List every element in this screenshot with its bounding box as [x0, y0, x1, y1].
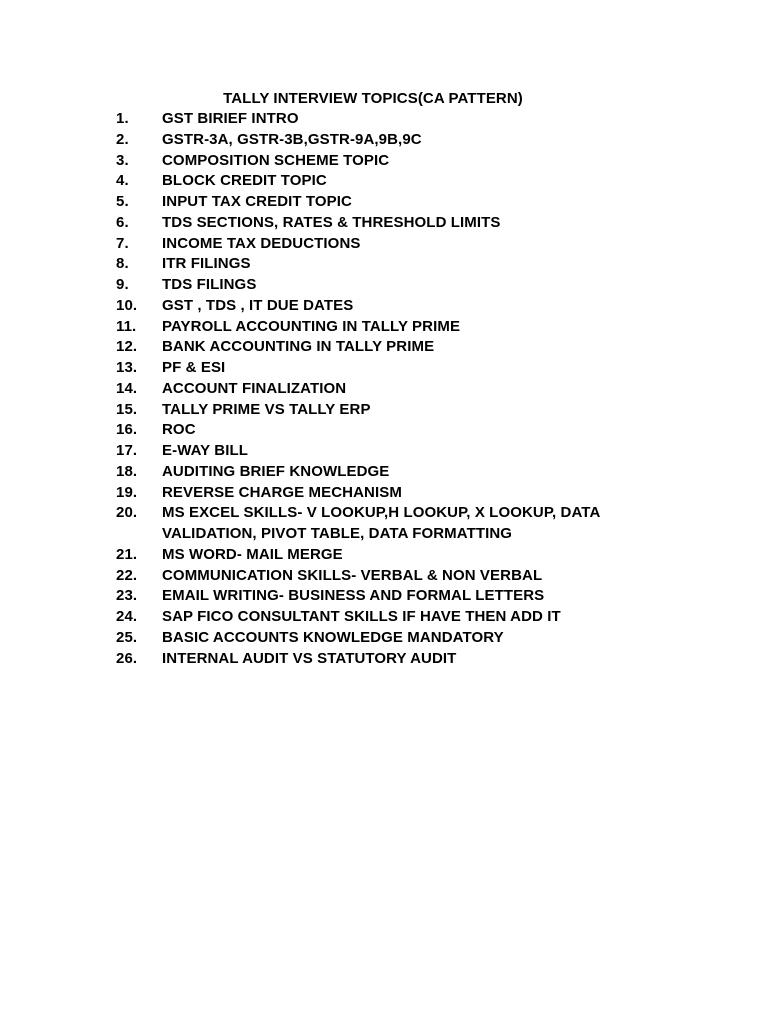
topic-text: REVERSE CHARGE MECHANISM [162, 483, 402, 501]
topic-number: 16. [116, 421, 138, 439]
topic-item [116, 503, 716, 545]
topic-item [116, 483, 716, 504]
topic-number: 24. [116, 608, 138, 625]
topic-item [116, 109, 716, 130]
topic-text: EMAIL WRITING- BUSINESS AND FORMAL LETTERS [162, 587, 545, 605]
topic-text: BASIC ACCOUNTS KNOWLEDGE MANDATORY [162, 628, 504, 646]
topic-number: 5. [116, 193, 129, 210]
topic-item [116, 275, 716, 296]
topic-item [116, 234, 716, 255]
topic-item [116, 566, 716, 587]
topic-text: ACCOUNT FINALIZATION [162, 379, 347, 397]
topic-number: 20. [116, 504, 138, 522]
topic-item [116, 628, 716, 649]
topic-text: BLOCK CREDIT TOPIC [162, 172, 327, 190]
topic-text: GSTR-3A, GSTR-3B,GSTR-9A,9B,9C [162, 130, 422, 148]
topic-item [116, 213, 716, 234]
topic-item [116, 586, 716, 607]
topic-item [116, 649, 716, 670]
topic-item [116, 337, 716, 358]
topic-text: MS WORD- MAIL MERGE [162, 545, 343, 563]
topic-text: BANK ACCOUNTING IN TALLY PRIME [162, 338, 435, 356]
topic-item [116, 607, 716, 628]
topic-text: GST BIRIEF INTRO [162, 110, 299, 127]
topic-item [116, 462, 716, 483]
topic-text: COMMUNICATION SKILLS- VERBAL & NON VERBAL [162, 566, 543, 584]
topic-number: 23. [116, 587, 138, 605]
topic-text: PF & ESI [162, 359, 226, 376]
topic-text: INTERNAL AUDIT VS STATUTORY AUDIT [162, 649, 457, 667]
topic-item [116, 317, 716, 338]
topic-text: ROC [162, 421, 196, 439]
topic-item [116, 296, 716, 317]
topic-number: 1. [116, 110, 129, 127]
topic-number: 17. [116, 442, 138, 459]
topic-text: SAP FICO CONSULTANT SKILLS IF HAVE THEN ADD IT [162, 608, 561, 625]
topic-item [116, 171, 716, 192]
topic-item [116, 130, 716, 151]
topic-item [116, 400, 716, 421]
topic-number: 12. [116, 338, 138, 356]
topic-text: ITR FILINGS [162, 255, 251, 273]
topic-text: TDS SECTIONS, RATES & THRESHOLD LIMITS [162, 213, 501, 231]
topic-number: 15. [116, 400, 138, 418]
topic-number: 21. [116, 545, 138, 563]
topic-number: 2. [116, 130, 129, 148]
topic-list [116, 109, 716, 669]
topic-text: INCOME TAX DEDUCTIONS [162, 234, 361, 252]
topic-number: 11. [116, 317, 137, 335]
topic-number: 13. [116, 359, 138, 376]
topic-text: TDS FILINGS [162, 276, 257, 293]
topic-number: 22. [116, 566, 138, 584]
topic-number: 10. [116, 296, 138, 314]
topic-item [116, 441, 716, 462]
topic-number: 3. [116, 151, 129, 169]
topic-text: E-WAY BILL [162, 442, 249, 459]
topic-number: 25. [116, 628, 138, 646]
topic-text: PAYROLL ACCOUNTING IN TALLY PRIME [162, 317, 461, 335]
topic-number: 6. [116, 213, 129, 231]
topic-number: 7. [116, 234, 129, 252]
topic-number: 19. [116, 483, 138, 501]
topic-item [116, 379, 716, 400]
topic-text: GST , TDS , IT DUE DATES [162, 296, 354, 314]
topic-number: 18. [116, 462, 138, 480]
topic-number: 14. [116, 379, 138, 397]
topic-text: AUDITING BRIEF KNOWLEDGE [162, 462, 390, 480]
topic-text: COMPOSITION SCHEME TOPIC [162, 151, 390, 169]
topic-item [116, 192, 716, 213]
topic-number: 8. [116, 255, 129, 273]
topic-text: TALLY PRIME VS TALLY ERP [162, 400, 371, 418]
topic-item [116, 254, 716, 275]
topic-number: 4. [116, 172, 129, 190]
topic-item [116, 545, 716, 566]
document-title: TALLY INTERVIEW TOPICS(CA PATTERN) [223, 90, 523, 107]
topic-item [116, 358, 716, 379]
topic-item [116, 151, 716, 172]
topic-text: MS EXCEL SKILLS- V LOOKUP,H LOOKUP, X LOOKUP, DATA VALIDATION, PIVOT TABLE, DATA FORMATTING [162, 504, 600, 542]
topic-text: INPUT TAX CREDIT TOPIC [162, 193, 352, 210]
topic-item [116, 420, 716, 441]
topic-number: 26. [116, 649, 138, 667]
topic-number: 9. [116, 276, 129, 293]
